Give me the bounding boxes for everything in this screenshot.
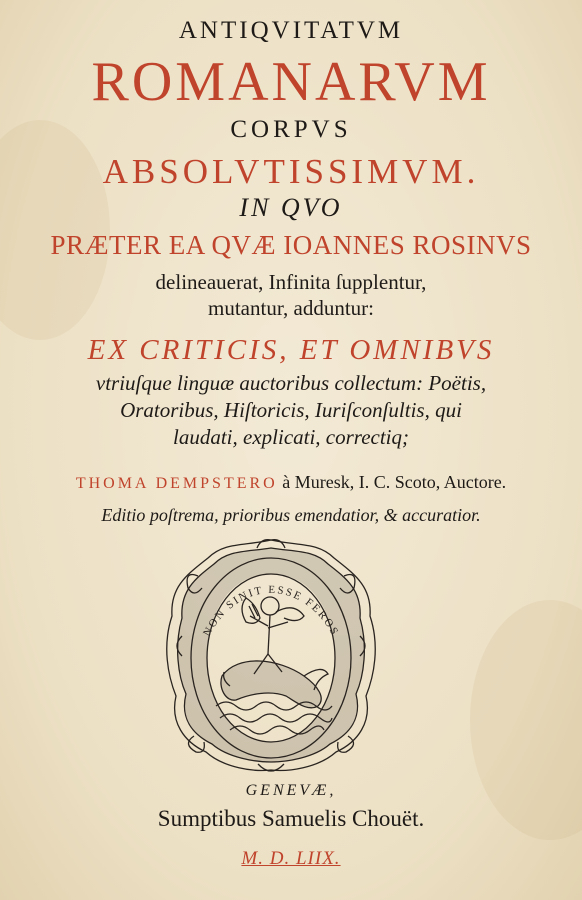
title-line-corpus: CORPVS <box>230 116 352 143</box>
title-line-praeter-rosinus: PRÆTER EA QVÆ IOANNES ROSINVS <box>50 230 532 260</box>
title-line-antiquitatum: ANTIQVITATVM <box>178 17 404 44</box>
title-line-absolutissimum: ABSOLVTISSIMVM. <box>102 152 480 191</box>
author-name: THOMA DEMPSTERO <box>75 475 278 492</box>
title-line-ex-criticis: EX CRITICIS, ET OMNIBVS <box>87 334 495 366</box>
text-line-vtriusque: vtriuſque linguæ auctoribus collectum: Poëtis, <box>95 371 487 395</box>
imprint-date-text: M. D. LIIX. <box>241 848 341 869</box>
paper-stain <box>470 600 582 840</box>
printers-device-emblem <box>158 536 384 776</box>
imprint-publisher: Sumptibus Samuelis Chouët. <box>157 806 425 831</box>
imprint-date <box>0 848 582 870</box>
text-line-oratoribus: Oratoribus, Hiſtoricis, Iuriſconſultis, qui <box>120 398 462 422</box>
author-line <box>0 472 582 493</box>
edition-line: Editio poſtrema, prioribus emendatior, & accuratior. <box>101 505 481 525</box>
title-line-in-quo: IN QVO <box>239 193 343 222</box>
imprint-place: GENEVÆ, <box>245 782 337 799</box>
text-line-mutantur: mutantur, adduntur: <box>208 296 374 320</box>
text-line-laudati: laudati, explicati, correctiq; <box>173 425 409 449</box>
title-line-romanarum: ROMANARVM <box>91 51 491 113</box>
text-line-delineauerat: delineauerat, Infinita ſupplentur, <box>155 270 427 294</box>
emblem-motto: NON SINIT ESSE FEROS <box>200 583 342 639</box>
author-rest: à Muresk, I. C. Scoto, Auctore. <box>282 472 507 492</box>
